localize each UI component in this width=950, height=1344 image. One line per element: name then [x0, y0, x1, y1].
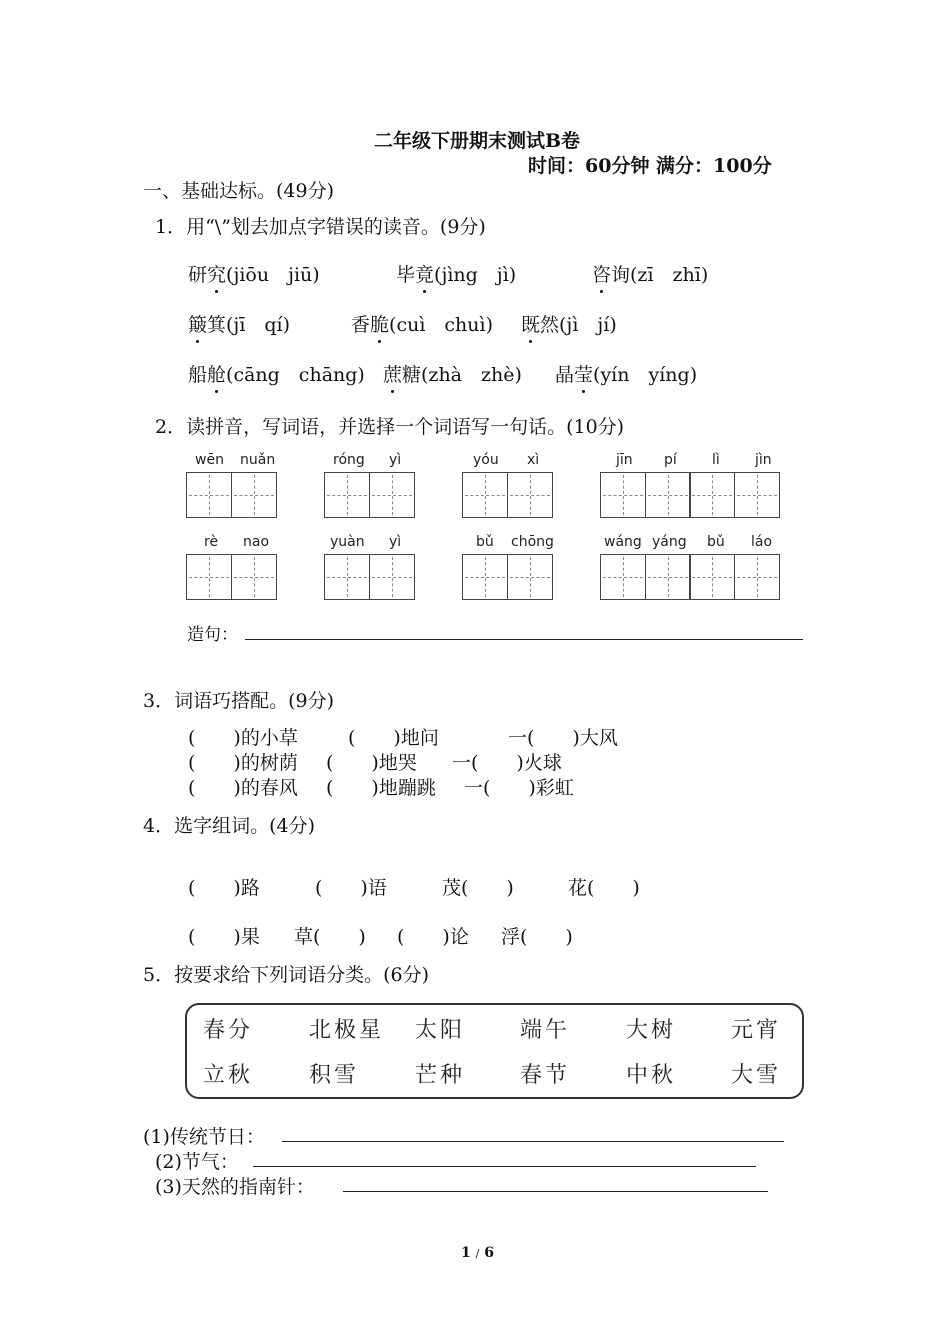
word-bank-item: 积雪: [309, 1063, 360, 1088]
pinyin-label: pí: [664, 452, 677, 468]
writing-box-group[interactable]: [186, 472, 277, 518]
dotted-char: 簸: [188, 310, 207, 337]
q1-item: 船舱(cāng chāng): [188, 360, 365, 387]
choose-item: ( )路: [188, 877, 260, 899]
pinyin-label: láo: [751, 534, 773, 550]
pinyin-label: róng: [333, 452, 365, 468]
dotted-char: 究: [207, 260, 226, 287]
writing-cell[interactable]: [600, 554, 646, 600]
writing-cell[interactable]: [231, 472, 277, 518]
writing-cell[interactable]: [462, 554, 508, 600]
question-2-prompt: 2．读拼音，写词语，并选择一个词语写一句话。(10分): [155, 416, 625, 438]
match-item: ( )地问: [348, 727, 439, 749]
match-item: ( )地蹦跳: [326, 777, 436, 799]
page-number: 1 / 6: [461, 1245, 494, 1261]
writing-box-group[interactable]: [324, 554, 415, 600]
exam-meta: 时间：60分钟 满分：100分: [528, 155, 772, 177]
pinyin-label: yì: [389, 534, 402, 550]
sentence-label: 造句：: [187, 625, 238, 645]
answer-line[interactable]: [343, 1191, 768, 1192]
writing-cell[interactable]: [689, 554, 735, 600]
writing-box-group[interactable]: [600, 472, 780, 518]
writing-cell[interactable]: [734, 472, 780, 518]
writing-cell[interactable]: [689, 472, 735, 518]
writing-cell[interactable]: [186, 554, 232, 600]
writing-cell[interactable]: [369, 472, 415, 518]
writing-cell[interactable]: [186, 472, 232, 518]
word-bank-item: 大雪: [731, 1063, 782, 1088]
question-1-prompt: 1．用“\”划去加点字错误的读音。(9分): [155, 216, 486, 238]
match-item: ( )的树荫: [188, 752, 298, 774]
pinyin-label: nao: [243, 534, 270, 550]
word-bank-item: 立秋: [203, 1063, 254, 1088]
writing-cell[interactable]: [507, 472, 553, 518]
pinyin-label: nuǎn: [240, 452, 276, 468]
question-3-prompt: 3．词语巧搭配。(9分): [143, 690, 335, 712]
answer-label: (1)传统节日：: [143, 1126, 265, 1148]
match-item: ( )的春风: [188, 777, 298, 799]
writing-cell[interactable]: [231, 554, 277, 600]
dotted-char: 竟: [415, 260, 434, 287]
pinyin-label: wáng: [604, 534, 642, 550]
q1-item: 簸箕(jī qí): [188, 310, 290, 337]
match-item: 一( )火球: [452, 752, 562, 774]
writing-box-group[interactable]: [186, 554, 277, 600]
choose-item: 浮( ): [501, 926, 573, 948]
word-bank-item: 芒种: [415, 1063, 466, 1088]
pinyin-label: yuàn: [330, 534, 365, 550]
question-5-prompt: 5．按要求给下列词语分类。(6分): [143, 964, 430, 986]
pinyin-label: yì: [389, 452, 402, 468]
q1-item: 咨询(zī zhī): [592, 260, 708, 287]
match-item: ( )的小草: [188, 727, 298, 749]
q1-item: 蔗糖(zhà zhè): [383, 360, 522, 387]
choose-item: ( )论: [397, 926, 469, 948]
writing-cell[interactable]: [507, 554, 553, 600]
dotted-char: 莹: [574, 360, 593, 387]
q1-item: 研究(jiōu jiū): [188, 260, 320, 287]
pinyin-label: xì: [527, 452, 540, 468]
dotted-char: 蔗: [383, 360, 402, 387]
writing-cell[interactable]: [462, 472, 508, 518]
pinyin-label: wēn: [195, 452, 224, 468]
sentence-answer-line[interactable]: [245, 639, 803, 640]
pinyin-label: yóu: [473, 452, 499, 468]
word-bank-item: 元宵: [731, 1018, 782, 1043]
word-bank-item: 太阳: [415, 1018, 466, 1043]
pinyin-label: lì: [712, 452, 720, 468]
pinyin-label: rè: [204, 534, 219, 550]
writing-cell[interactable]: [324, 554, 370, 600]
answer-label: (3)天然的指南针：: [155, 1176, 315, 1198]
word-bank-item: 春节: [520, 1063, 571, 1088]
pinyin-label: bǔ: [707, 534, 725, 550]
writing-box-group[interactable]: [462, 472, 553, 518]
answer-line[interactable]: [253, 1166, 756, 1167]
q1-item: 香脆(cuì chuì): [351, 310, 493, 337]
match-item: ( )地哭: [326, 752, 417, 774]
writing-cell[interactable]: [369, 554, 415, 600]
answer-line[interactable]: [282, 1141, 784, 1142]
writing-box-group[interactable]: [600, 554, 780, 600]
section-heading: 一、基础达标。(49分): [143, 180, 335, 202]
pinyin-label: bǔ: [476, 534, 494, 550]
word-bank-item: 大树: [626, 1018, 677, 1043]
writing-cell[interactable]: [600, 472, 646, 518]
q1-item: 晶莹(yín yíng): [555, 360, 697, 387]
match-item: 一( )彩虹: [464, 777, 574, 799]
choose-item: 草( ): [294, 926, 366, 948]
pinyin-label: yáng: [652, 534, 687, 550]
writing-cell[interactable]: [645, 472, 691, 518]
question-4-prompt: 4．选字组词。(4分): [143, 815, 316, 837]
pinyin-label: jìn: [755, 452, 772, 468]
word-bank-box: [185, 1003, 804, 1099]
choose-item: ( )果: [188, 926, 260, 948]
pinyin-label: chōng: [511, 534, 554, 550]
dotted-char: 舱: [207, 360, 226, 387]
choose-item: 茂( ): [442, 877, 514, 899]
choose-item: ( )语: [315, 877, 387, 899]
pinyin-label: jīn: [616, 452, 633, 468]
word-bank-item: 中秋: [626, 1063, 677, 1088]
q1-item: 既然(jì jí): [521, 310, 617, 337]
writing-box-group[interactable]: [324, 472, 415, 518]
writing-cell[interactable]: [645, 554, 691, 600]
dotted-char: 咨: [592, 260, 611, 287]
q1-item: 毕竟(jìng jì): [396, 260, 516, 287]
page-title: 二年级下册期末测试B卷: [374, 130, 581, 152]
writing-cell[interactable]: [734, 554, 780, 600]
answer-label: (2)节气：: [155, 1151, 239, 1173]
writing-box-group[interactable]: [462, 554, 553, 600]
word-bank-item: 北极星: [309, 1018, 385, 1043]
word-bank-item: 端午: [520, 1018, 571, 1043]
match-item: 一( )大风: [508, 727, 618, 749]
dotted-char: 既: [521, 310, 540, 337]
dotted-char: 脆: [370, 310, 389, 337]
writing-cell[interactable]: [324, 472, 370, 518]
choose-item: 花( ): [568, 877, 640, 899]
word-bank-item: 春分: [203, 1018, 254, 1043]
